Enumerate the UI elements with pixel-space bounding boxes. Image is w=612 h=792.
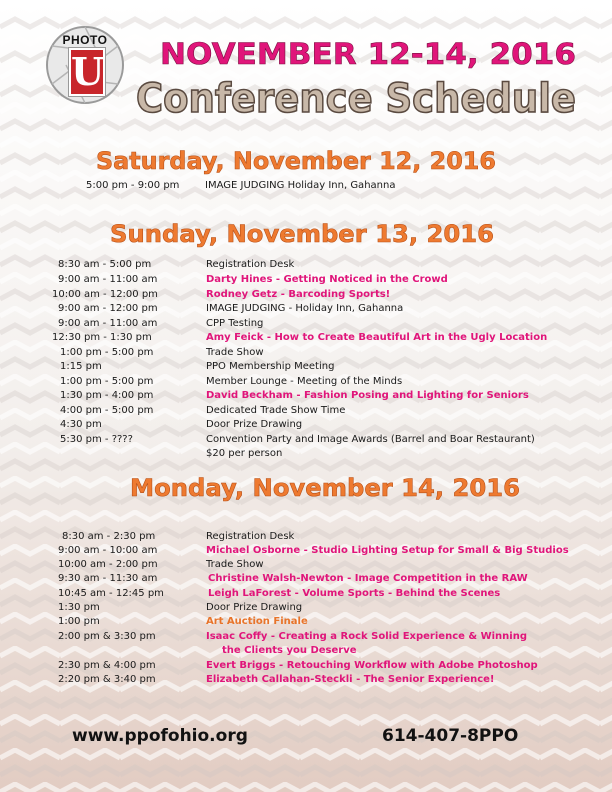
photo-u-logo xyxy=(44,24,126,106)
session-time: 5:00 pm - 9:00 pm xyxy=(86,180,180,191)
session-description-continued: $20 per person xyxy=(206,448,283,459)
logo-u-letter: U xyxy=(71,49,105,94)
session-time: 4:00 pm - 5:00 pm xyxy=(60,405,154,416)
day-heading-monday xyxy=(0,470,612,506)
session-description: Elizabeth Callahan-Steckli - The Senior Experience! xyxy=(206,674,495,685)
session-time: 9:30 am - 11:30 am xyxy=(58,573,158,584)
session-time: 9:00 am - 12:00 pm xyxy=(58,303,158,314)
logo-photo-text: PHOTO xyxy=(62,33,108,47)
session-description: PPO Membership Meeting xyxy=(206,361,335,372)
session-description: Door Prize Drawing xyxy=(206,419,303,430)
session-time: 8:30 am - 2:30 pm xyxy=(62,531,156,542)
session-time: 1:00 pm - 5:00 pm xyxy=(60,347,154,358)
session-time: 8:30 am - 5:00 pm xyxy=(58,259,152,270)
header-dates xyxy=(160,36,580,72)
session-time: 9:00 am - 10:00 am xyxy=(58,545,158,556)
day-heading-saturday xyxy=(0,143,612,179)
session-time: 9:00 am - 11:00 am xyxy=(58,274,158,285)
day-heading-text: Sunday, November 13, 2016 xyxy=(110,220,494,248)
phone-number: 614-407-8PPO xyxy=(382,726,519,746)
session-time: 2:30 pm & 4:00 pm xyxy=(58,660,156,671)
session-description: Trade Show xyxy=(206,559,264,570)
session-description: Isaac Coffy - Creating a Rock Solid Experience & Winning xyxy=(206,631,527,642)
session-time: 1:15 pm xyxy=(60,361,102,372)
header-conference-schedule xyxy=(136,74,580,124)
day-heading-text: Saturday, November 12, 2016 xyxy=(96,147,496,175)
session-description: Trade Show xyxy=(206,347,264,358)
session-time: 10:00 am - 12:00 pm xyxy=(52,289,158,300)
session-description: Dedicated Trade Show Time xyxy=(206,405,346,416)
session-time: 10:00 am - 2:00 pm xyxy=(58,559,158,570)
session-time: 1:30 pm xyxy=(58,602,100,613)
session-time: 4:30 pm xyxy=(60,419,102,430)
session-time: 5:30 pm - ???? xyxy=(60,434,133,445)
session-description: Amy Feick - How to Create Beautiful Art in the Ugly Location xyxy=(206,332,548,343)
session-description: David Beckham - Fashion Posing and Lighting for Seniors xyxy=(206,390,529,401)
session-time: 2:00 pm & 3:30 pm xyxy=(58,631,156,642)
session-description-continued: the Clients you Deserve xyxy=(222,645,357,656)
session-description: Registration Desk xyxy=(206,259,295,270)
session-time: 1:00 pm xyxy=(58,616,100,627)
session-time: 1:30 pm - 4:00 pm xyxy=(60,390,154,401)
session-description: Rodney Getz - Barcoding Sports! xyxy=(206,289,391,300)
session-time: 9:00 am - 11:00 am xyxy=(58,318,158,329)
session-time: 10:45 am - 12:45 pm xyxy=(58,588,164,599)
day-heading-sunday xyxy=(0,216,612,252)
session-description: IMAGE JUDGING Holiday Inn, Gahanna xyxy=(205,180,396,191)
session-description: Evert Briggs - Retouching Workflow with Adobe Photoshop xyxy=(206,660,538,671)
session-description: Art Auction Finale xyxy=(206,616,308,627)
day-heading-text: Monday, November 14, 2016 xyxy=(130,474,520,502)
session-time: 12:30 pm - 1:30 pm xyxy=(52,332,152,343)
session-description: Leigh LaForest - Volume Sports - Behind the Scenes xyxy=(208,588,501,599)
session-time: 1:00 pm - 5:00 pm xyxy=(60,376,154,387)
session-description: CPP Testing xyxy=(206,318,264,329)
header-subtitle-text: Conference Schedule xyxy=(136,76,576,122)
session-description: Convention Party and Image Awards (Barrel and Boar Restaurant) xyxy=(206,434,535,445)
website-link[interactable]: www.ppofohio.org xyxy=(72,726,248,746)
session-description: Registration Desk xyxy=(206,531,295,542)
session-time: 2:20 pm & 3:40 pm xyxy=(58,674,156,685)
session-description: IMAGE JUDGING - Holiday Inn, Gahanna xyxy=(206,303,404,314)
session-description: Michael Osborne - Studio Lighting Setup for Small & Big Studios xyxy=(206,545,569,556)
session-description: Door Prize Drawing xyxy=(206,602,303,613)
session-description: Darty Hines - Getting Noticed in the Crowd xyxy=(206,274,448,285)
session-description: Christine Walsh-Newton - Image Competition in the RAW xyxy=(208,573,528,584)
session-description: Member Lounge - Meeting of the Minds xyxy=(206,376,403,387)
header-dates-text: NOVEMBER 12-14, 2016 xyxy=(160,37,576,71)
